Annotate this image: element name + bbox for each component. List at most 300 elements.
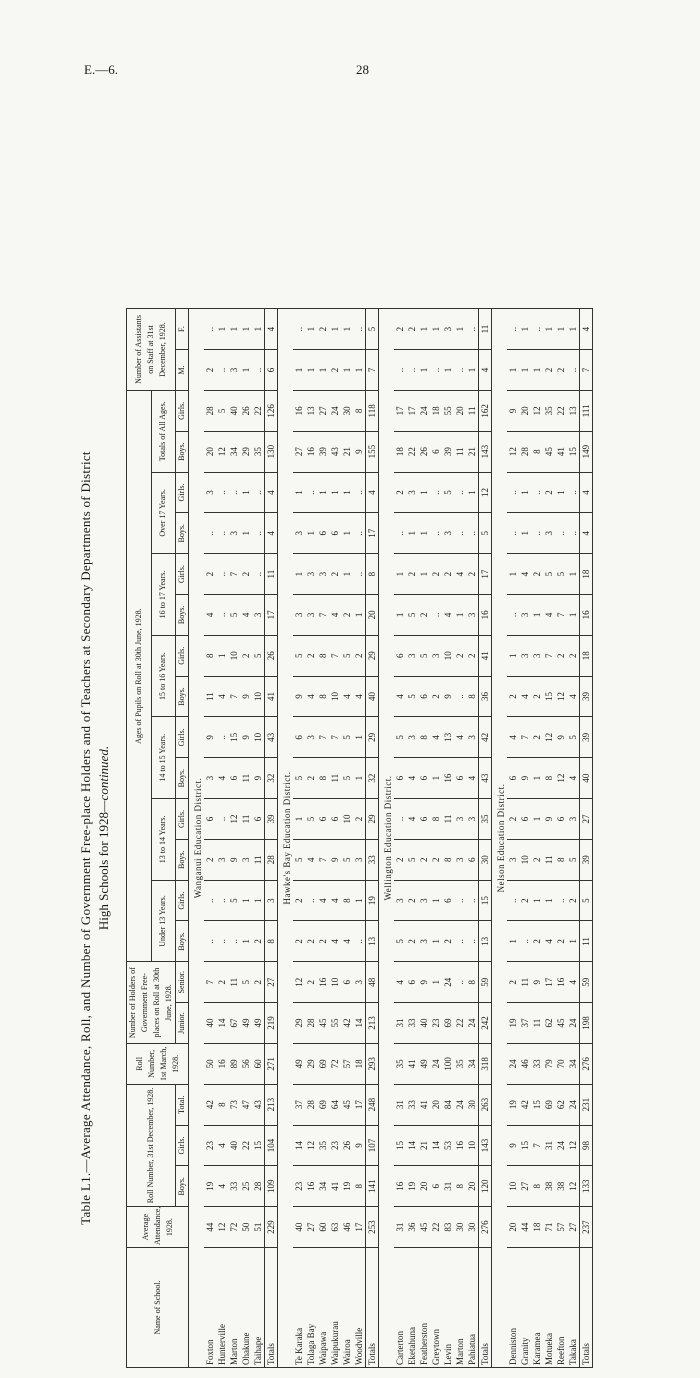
table-row [240,309,252,1368]
table-cell: 3 [442,309,454,350]
table-row [531,309,543,1368]
table-cell: 83 [442,1207,454,1248]
table-cell: .. [204,309,216,350]
table-cell: .. [252,513,265,554]
table-cell: 2 [531,839,543,880]
table-cell: 9 [507,1125,519,1166]
district-heading-row [278,309,294,1368]
table-cell: 7 [531,1125,543,1166]
table-cell: 62 [543,1003,555,1044]
table-cell: 9 [442,676,454,717]
table-cell: 6 [418,799,430,840]
table-cell: 8 [216,1084,228,1125]
totals-cell: 276 [580,1043,593,1084]
totals-cell: 126 [265,390,278,431]
totals-cell: 213 [265,1084,278,1125]
table-cell: .. [555,880,567,921]
table-cell: 41 [418,1084,430,1125]
table-cell: 22 [252,390,265,431]
table-cell: 7 [204,962,216,1003]
totals-cell: 253 [366,1207,379,1248]
table-cell: 34 [228,431,240,472]
col-sub-girls: Girls. [176,635,189,676]
table-cell: 2 [543,350,555,391]
table-cell: 1 [507,635,519,676]
table-cell: 64 [329,1084,341,1125]
school-name-cell: Carterton [394,1248,406,1368]
table-cell: 11 [519,962,531,1003]
table-cell: 23 [293,1166,305,1207]
totals-cell: 4 [265,472,278,513]
table-cell: 5 [240,962,252,1003]
col-sub-f: F. [176,309,189,350]
table-cell: 11 [466,390,479,431]
table-cell: 1 [418,350,430,391]
table-cell: 33 [531,1043,543,1084]
totals-cell: 7 [366,350,379,391]
school-name-cell: Wairoa [341,1248,353,1368]
totals-cell: 35 [479,799,492,840]
table-cell: 28 [519,431,531,472]
table-cell: 2 [567,635,580,676]
totals-cell: 40 [580,758,593,799]
totals-cell: 111 [580,390,593,431]
table-cell: 42 [204,1084,216,1125]
table-cell: 8 [353,1166,366,1207]
table-cell: 4 [341,921,353,962]
table-cell: 7 [317,717,329,758]
table-cell: 45 [555,1003,567,1044]
table-cell: 27 [567,1207,580,1248]
school-name-cell: Waipukurau [329,1248,341,1368]
table-cell: 8 [531,1166,543,1207]
table-cell: 23 [329,1125,341,1166]
table-cell: 1 [317,472,329,513]
table-cell: 2 [507,799,519,840]
district-heading-row [492,309,508,1368]
table-cell: 4 [240,595,252,636]
table-cell: 4 [454,554,466,595]
table-cell: 3 [430,635,442,676]
table-cell: 41 [329,1166,341,1207]
table-cell: 4 [567,676,580,717]
table-cell: .. [466,880,479,921]
table-cell: 42 [519,1084,531,1125]
table-row [293,309,305,1368]
table-cell: 5 [442,472,454,513]
table-cell: 69 [317,1084,329,1125]
table-cell: 2 [430,676,442,717]
table-cell: 5 [418,635,430,676]
table-cell: 49 [418,1043,430,1084]
totals-cell: 27 [265,962,278,1003]
table-cell: 5 [341,758,353,799]
totals-cell: 32 [366,758,379,799]
totals-cell: 20 [366,595,379,636]
table-cell: 4 [519,676,531,717]
totals-cell: 248 [366,1084,379,1125]
table-cell: 5 [406,839,418,880]
table-cell: 29 [293,1003,305,1044]
table-cell: .. [293,309,305,350]
table-cell: 2 [252,921,265,962]
table-cell: 11 [240,799,252,840]
table-cell: 12 [567,1125,580,1166]
table-cell: 84 [442,1084,454,1125]
table-cell: .. [454,350,466,391]
table-cell: 1 [293,472,305,513]
table-cell: 15 [252,1125,265,1166]
table-cell: 2 [293,921,305,962]
table-cell: 3 [216,839,228,880]
table-cell: 2 [252,962,265,1003]
table-cell: 24 [567,1003,580,1044]
table-cell: 1 [430,758,442,799]
table-row [454,309,466,1368]
school-name-cell: Ohakune [240,1248,252,1368]
table-cell: 18 [394,431,406,472]
school-name-cell: Tolaga Bay [305,1248,317,1368]
table-cell: 36 [406,1207,418,1248]
table-cell: 1 [216,309,228,350]
table-cell: 6 [519,799,531,840]
table-cell: 31 [394,1207,406,1248]
table-cell: 5 [555,554,567,595]
table-cell: 3 [442,513,454,554]
totals-cell: 231 [580,1084,593,1125]
table-cell: 13 [305,390,317,431]
col-header-assistants: Number of Assistants on Staff at 31st December, 1928. [127,309,176,391]
totals-cell: 143 [479,431,492,472]
table-cell: 6 [418,676,430,717]
table-cell: 15 [519,1125,531,1166]
table-cell: 3 [406,472,418,513]
table-cell: 5 [228,595,240,636]
table-row [353,309,366,1368]
table-cell: 2 [466,635,479,676]
school-name-cell: Taihape [252,1248,265,1368]
table-cell: 8 [353,390,366,431]
table-cell: 4 [442,595,454,636]
table-cell: 31 [394,1003,406,1044]
table-cell: 24 [418,390,430,431]
table-cell: 1 [454,309,466,350]
table-cell: .. [252,472,265,513]
table-cell: 35 [317,1125,329,1166]
school-name-cell: Waipawa [317,1248,329,1368]
table-cell: 45 [341,1084,353,1125]
table-cell: 3 [204,758,216,799]
table-cell: 2 [430,554,442,595]
table-cell: .. [507,595,519,636]
table-cell: 45 [418,1207,430,1248]
totals-label: Totals [366,1248,379,1368]
totals-cell: 8 [366,554,379,595]
table-cell: 6 [317,799,329,840]
table-cell: 4 [216,676,228,717]
table-cell: .. [216,513,228,554]
table-cell: 5 [394,921,406,962]
table-cell: 1 [406,513,418,554]
totals-cell: 237 [580,1207,593,1248]
table-cell: 7 [329,635,341,676]
table-cell: 28 [305,1003,317,1044]
table-cell: 2 [293,880,305,921]
table-cell: 50 [204,1043,216,1084]
table-row [216,309,228,1368]
table-cell: 2 [567,880,580,921]
table-cell: 20 [454,390,466,431]
totals-cell: 42 [479,717,492,758]
table-cell: .. [507,513,519,554]
table-cell: 13 [442,717,454,758]
table-cell: 1 [353,595,366,636]
table-cell: 3 [519,635,531,676]
table-cell: 24 [466,1003,479,1044]
table-cell: 11 [442,799,454,840]
table-cell: 28 [204,390,216,431]
table-cell: .. [430,472,442,513]
table-cell: 12 [555,758,567,799]
table-cell: 5 [341,839,353,880]
table-cell: 4 [305,676,317,717]
table-cell: 1 [317,350,329,391]
table-row [228,309,240,1368]
table-cell: 4 [329,921,341,962]
table-cell: 6 [430,1166,442,1207]
table-cell: 19 [406,1166,418,1207]
totals-cell: 263 [479,1084,492,1125]
table-cell: 22 [430,1207,442,1248]
table-cell: 15 [543,676,555,717]
totals-cell: 39 [580,676,593,717]
table-cell: 4 [305,839,317,880]
col-header-roll-march: Roll Number, 1st March, 1928. [127,1043,189,1084]
table-cell: 17 [406,390,418,431]
table-cell: 1 [466,472,479,513]
table-cell: .. [216,717,228,758]
totals-cell: 39 [580,839,593,880]
table-cell: 57 [555,1207,567,1248]
col-header-15-16: 15 to 16 Years. [151,635,176,717]
totals-cell: 242 [479,1003,492,1044]
table-cell: 1 [240,880,252,921]
table-cell: 6 [555,799,567,840]
table-cell: 6 [394,635,406,676]
table-cell: 44 [519,1207,531,1248]
table-cell: 1 [531,880,543,921]
table-cell: 1 [430,309,442,350]
totals-cell: 40 [366,676,379,717]
table-cell: 49 [293,1043,305,1084]
table-cell: .. [305,880,317,921]
totals-cell: 39 [580,717,593,758]
totals-cell: 41 [265,676,278,717]
totals-cell: 162 [479,390,492,431]
attendance-table [126,308,593,1368]
table-cell: 49 [240,1003,252,1044]
table-cell: 3 [418,921,430,962]
table-cell: 3 [454,799,466,840]
totals-cell: 229 [265,1207,278,1248]
table-cell: 8 [555,839,567,880]
totals-cell: 4 [580,513,593,554]
totals-cell: 17 [366,513,379,554]
table-cell: 28 [305,1084,317,1125]
table-cell: 2 [531,921,543,962]
table-cell: 6 [406,962,418,1003]
table-cell: 2 [353,635,366,676]
totals-cell: 7 [580,350,593,391]
table-cell: 7 [317,595,329,636]
table-cell: 10 [507,1166,519,1207]
table-cell: 3 [293,513,305,554]
page-code: E.—6. [84,62,118,77]
table-cell: 1 [216,635,228,676]
table-title: Table L1.—Average Attendance, Roll, and Number of Government Free-place Holders and of Teachers at Secondary Departments of District [78,451,93,1225]
table-cell: 9 [519,758,531,799]
table-cell: 17 [394,390,406,431]
table-cell: 1 [394,595,406,636]
table-cell: 39 [317,431,329,472]
table-cell: 2 [329,554,341,595]
table-cell: 2 [406,309,418,350]
table-cell: 4 [454,717,466,758]
school-name-cell: Levin [442,1248,454,1368]
table-cell: .. [204,513,216,554]
table-cell: .. [353,472,366,513]
table-cell: 12 [293,962,305,1003]
table-cell: 2 [531,554,543,595]
table-cell: 9 [204,717,216,758]
table-cell: 3 [305,554,317,595]
table-cell: 1 [543,309,555,350]
table-cell: 53 [442,1125,454,1166]
table-cell: .. [466,921,479,962]
table-cell: 69 [543,1084,555,1125]
table-cell: 2 [341,595,353,636]
table-cell: 12 [216,431,228,472]
table-cell: 1 [329,309,341,350]
table-cell: 1 [418,472,430,513]
table-cell: 10 [442,635,454,676]
col-sub-girls: Girls. [176,390,189,431]
table-cell: 16 [305,431,317,472]
table-cell: 1 [418,554,430,595]
table-cell: 2 [531,676,543,717]
table-cell: 1 [353,350,366,391]
totals-cell: 17 [479,554,492,595]
table-cell: 6 [418,758,430,799]
table-cell: .. [406,350,418,391]
table-subtitle: High Schools for 1928—continued. [96,745,111,931]
table-cell: 11 [240,758,252,799]
table-cell: 15 [567,431,580,472]
table-cell: 11 [204,676,216,717]
table-cell: 2 [394,472,406,513]
table-cell: 4 [543,595,555,636]
table-cell: .. [454,880,466,921]
table-cell: 1 [293,554,305,595]
table-cell: 3 [228,350,240,391]
district-heading: Wellington Education District. [379,309,395,1368]
table-cell: 35 [394,1043,406,1084]
col-header-roll: Roll Number, 31st December, 1928. [127,1084,176,1206]
table-cell: 1 [418,513,430,554]
school-name-cell: Greytown [430,1248,442,1368]
table-cell: 6 [228,758,240,799]
table-cell: 37 [519,1003,531,1044]
table-cell: 2 [317,921,329,962]
table-cell: 55 [329,1003,341,1044]
totals-cell: 4 [265,513,278,554]
table-cell: 40 [293,1207,305,1248]
table-cell: 3 [204,472,216,513]
table-cell: 9 [353,1125,366,1166]
table-row [418,309,430,1368]
table-cell: 72 [329,1043,341,1084]
table-cell: 7 [543,635,555,676]
school-name-cell: Takaka [567,1248,580,1368]
school-name-cell: Karamea [531,1248,543,1368]
table-cell: .. [305,472,317,513]
table-cell: 72 [228,1207,240,1248]
col-sub-girls: Girls. [176,472,189,513]
table-cell: 79 [543,1043,555,1084]
table-cell: 12 [507,431,519,472]
totals-cell: 30 [479,839,492,880]
table-cell: 24 [507,1043,519,1084]
table-cell: 8 [430,799,442,840]
table-cell: 31 [394,1084,406,1125]
table-cell: 30 [454,1207,466,1248]
school-name-cell: Denniston [507,1248,519,1368]
col-sub-m: M. [176,350,189,391]
table-cell: 17 [353,1084,366,1125]
table-cell: 19 [341,1166,353,1207]
totals-cell: 43 [265,717,278,758]
table-cell: 10 [466,1125,479,1166]
col-sub-total: Total. [176,1084,189,1125]
table-cell: 24 [567,1084,580,1125]
totals-cell: 271 [265,1043,278,1084]
table-cell: 1 [341,554,353,595]
table-cell: 33 [406,1084,418,1125]
table-cell: 30 [466,1084,479,1125]
table-cell: 7 [555,595,567,636]
table-cell: 27 [293,431,305,472]
totals-row [580,309,593,1368]
col-sub-boys: Boys. [176,676,189,717]
table-cell: 67 [228,1003,240,1044]
table-row [329,309,341,1368]
table-cell: .. [216,921,228,962]
table-cell: 3 [519,595,531,636]
table-cell: 100 [442,1043,454,1084]
table-cell: 8 [341,880,353,921]
table-cell: 6 [507,758,519,799]
table-cell: 1 [567,309,580,350]
table-cell: .. [394,350,406,391]
totals-cell: 149 [580,431,593,472]
table-cell: 1 [293,799,305,840]
table-cell: 14 [430,1125,442,1166]
totals-cell: 11 [580,921,593,962]
totals-cell: 18 [580,635,593,676]
table-cell: 35 [543,390,555,431]
table-cell: 23 [430,1003,442,1044]
school-name-cell: Te Karaka [293,1248,305,1368]
